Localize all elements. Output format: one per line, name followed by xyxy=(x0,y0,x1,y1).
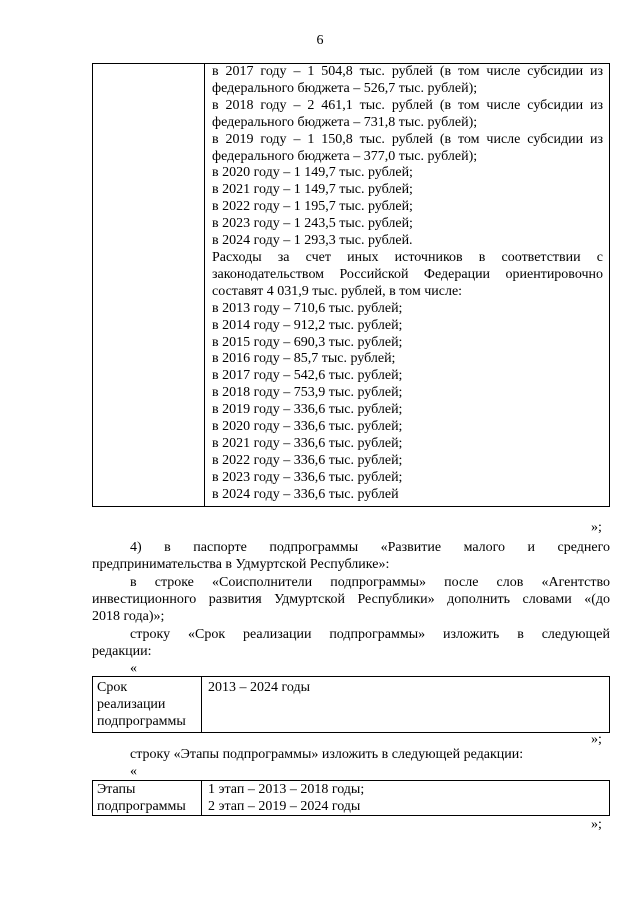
funding-line: в 2021 году – 1 149,7 тыс. рублей; xyxy=(212,182,413,198)
funding-line: в 2024 году – 1 293,3 тыс. рублей. xyxy=(212,233,413,249)
etapy-value: 1 этап – 2013 – 2018 годы; xyxy=(208,782,365,797)
closing-quote: »; xyxy=(591,732,602,747)
funding-line: в 2023 году – 1 243,5 тыс. рублей; xyxy=(212,216,413,232)
srok-table xyxy=(92,676,610,733)
open-quote: « xyxy=(130,661,137,676)
funding-line: федерального бюджета – 526,7 тыс. рублей); xyxy=(212,80,478,96)
funding-line: в 2017 году – 1 504,8 тыс. рублей (в том числе субсидии из xyxy=(212,64,603,79)
closing-quote: »; xyxy=(591,817,602,832)
funding-line: в 2019 году – 336,6 тыс. рублей; xyxy=(212,402,403,418)
funding-line: в 2015 году – 690,3 тыс. рублей; xyxy=(212,334,403,350)
funding-line: в 2017 году – 542,6 тыс. рублей; xyxy=(212,368,403,384)
funding-line: в 2018 году – 2 461,1 тыс. рублей (в том числе субсидии из xyxy=(212,97,603,113)
srok-label: подпрограммы xyxy=(97,714,186,729)
srok-line1: строку «Срок реализации подпрограммы» изложить в следующей xyxy=(130,627,610,642)
funding-line: законодательством Российской Федерации ориентировочно xyxy=(212,266,603,282)
soisp-line2: инвестиционного развития Удмуртской Республики» дополнить словами «(до xyxy=(92,592,610,607)
soisp-line3: 2018 года)»; xyxy=(92,609,165,624)
funding-line: в 2019 году – 1 150,8 тыс. рублей (в том числе субсидии из xyxy=(212,131,603,147)
item4-line1: 4) в паспорте подпрограммы «Развитие малого и среднего xyxy=(130,540,610,555)
item4-line2: предпринимательства в Удмуртской Республике»: xyxy=(92,557,390,572)
funding-line: в 2021 году – 336,6 тыс. рублей; xyxy=(212,435,403,451)
etapy-label-cell xyxy=(93,781,202,816)
srok-value-cell xyxy=(202,677,610,733)
srok-line2: редакции: xyxy=(92,644,152,659)
funding-line: составят 4 031,9 тыс. рублей, в том числе: xyxy=(212,283,463,299)
etapy-table xyxy=(92,780,610,816)
funding-line: в 2023 году – 336,6 тыс. рублей; xyxy=(212,469,403,485)
etapy-label: подпрограммы xyxy=(97,799,186,814)
closing-quote: »; xyxy=(591,520,602,535)
funding-line: в 2024 году – 336,6 тыс. рублей xyxy=(212,486,399,502)
open-quote: « xyxy=(130,764,137,779)
funding-line: в 2022 году – 1 195,7 тыс. рублей; xyxy=(212,199,413,215)
empty-label-cell xyxy=(93,64,205,507)
funding-line: в 2020 году – 336,6 тыс. рублей; xyxy=(212,419,403,435)
soisp-line1: в строке «Соисполнители подпрограммы» после слов «Агентство xyxy=(130,575,610,590)
funding-line: в 2022 году – 336,6 тыс. рублей; xyxy=(212,452,403,468)
funding-line: федерального бюджета – 731,8 тыс. рублей); xyxy=(212,114,478,130)
funding-line: Расходы за счет иных источников в соответствии с xyxy=(212,249,603,265)
srok-label-cell xyxy=(93,677,202,733)
funding-line: в 2020 году – 1 149,7 тыс. рублей; xyxy=(212,165,413,181)
srok-value: 2013 – 2024 годы xyxy=(208,680,311,695)
funding-details-cell xyxy=(205,64,610,507)
etapy-value-cell xyxy=(202,781,610,816)
etapy-intro: строку «Этапы подпрограммы» изложить в следующей редакции: xyxy=(130,747,524,762)
etapy-label: Этапы xyxy=(97,782,136,797)
srok-label: Срок xyxy=(97,680,128,695)
funding-line: в 2014 году – 912,2 тыс. рублей; xyxy=(212,317,403,333)
funding-table-continuation xyxy=(92,63,610,507)
funding-line: в 2018 году – 753,9 тыс. рублей; xyxy=(212,385,403,401)
funding-line: в 2016 году – 85,7 тыс. рублей; xyxy=(212,351,396,367)
srok-label: реализации xyxy=(97,697,166,712)
etapy-value: 2 этап – 2019 – 2024 годы xyxy=(208,799,361,814)
page-number: 6 xyxy=(316,33,324,48)
funding-line: в 2013 году – 710,6 тыс. рублей; xyxy=(212,300,403,316)
funding-line: федерального бюджета – 377,0 тыс. рублей); xyxy=(212,148,478,164)
